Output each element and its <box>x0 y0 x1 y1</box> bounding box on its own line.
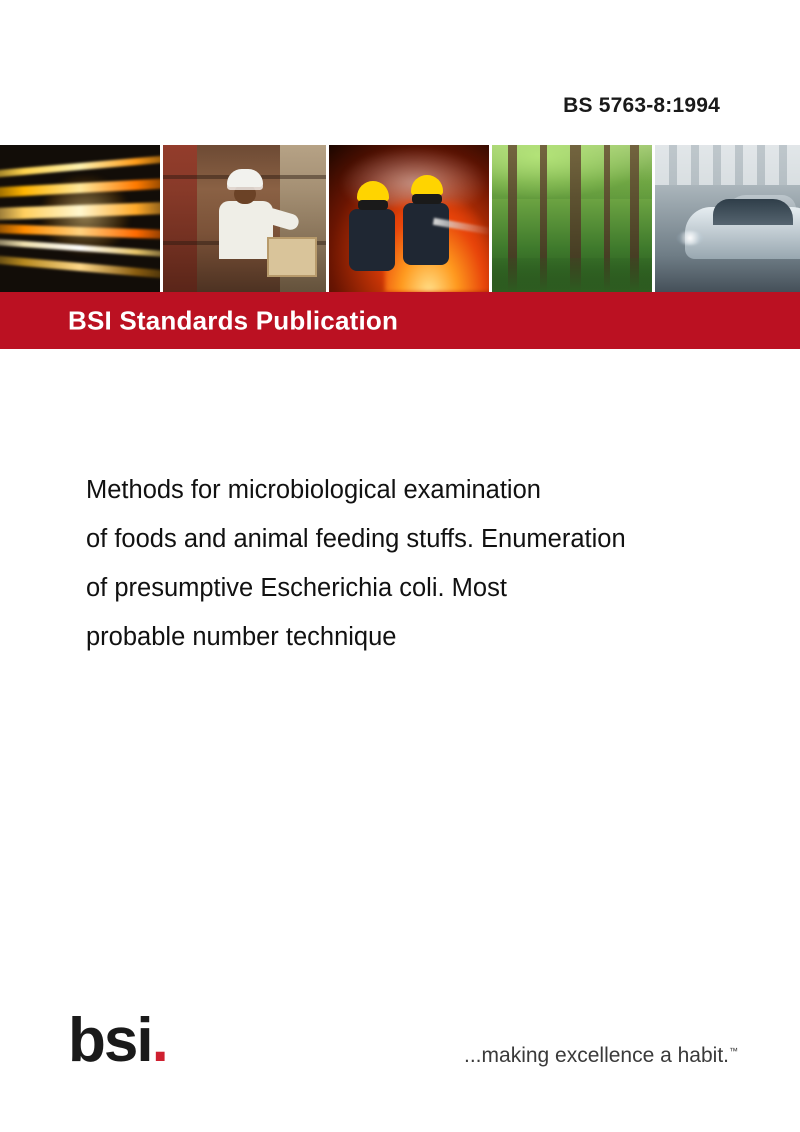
tagline-text: ...making excellence a habit. <box>464 1044 729 1067</box>
forest-photo <box>489 145 652 292</box>
bsi-logo-text: bsi <box>68 1006 152 1075</box>
helmet-visor <box>412 194 442 204</box>
title-line: of presumptive Escherichia coli. Most <box>86 574 507 602</box>
forest-floor <box>492 258 652 292</box>
worker-face <box>234 184 256 204</box>
trademark-symbol: ™ <box>729 1046 738 1056</box>
car-windscreen <box>713 199 793 225</box>
helmet-visor <box>358 200 388 210</box>
firefighters-photo <box>326 145 489 292</box>
car-production-photo <box>652 145 800 292</box>
light-streak <box>0 253 160 280</box>
page-title <box>86 466 716 662</box>
bsi-standards-publication-banner <box>0 292 800 349</box>
bsi-logo <box>68 1006 167 1075</box>
title-line: Methods for microbiological examination <box>86 476 541 504</box>
standard-number: BS 5763-8:1994 <box>563 94 720 117</box>
title-line: probable number technique <box>86 623 397 651</box>
tagline <box>464 1044 738 1068</box>
title-line: of foods and animal feeding stuffs. Enumeration <box>86 525 626 553</box>
bsi-logo-dot: . <box>151 1006 167 1075</box>
warehouse-rack-left <box>163 145 197 292</box>
cardboard-box <box>267 237 317 277</box>
factory-ceiling <box>655 145 800 185</box>
car-headlight <box>677 231 703 245</box>
light-trails-photo <box>0 145 160 292</box>
firefighter-torso <box>403 203 449 265</box>
hard-hat-icon <box>227 169 263 187</box>
cover-image-band <box>0 145 800 292</box>
warehouse-worker-photo <box>160 145 326 292</box>
firefighter-torso <box>349 209 395 271</box>
banner-label: BSI Standards Publication <box>68 305 399 335</box>
